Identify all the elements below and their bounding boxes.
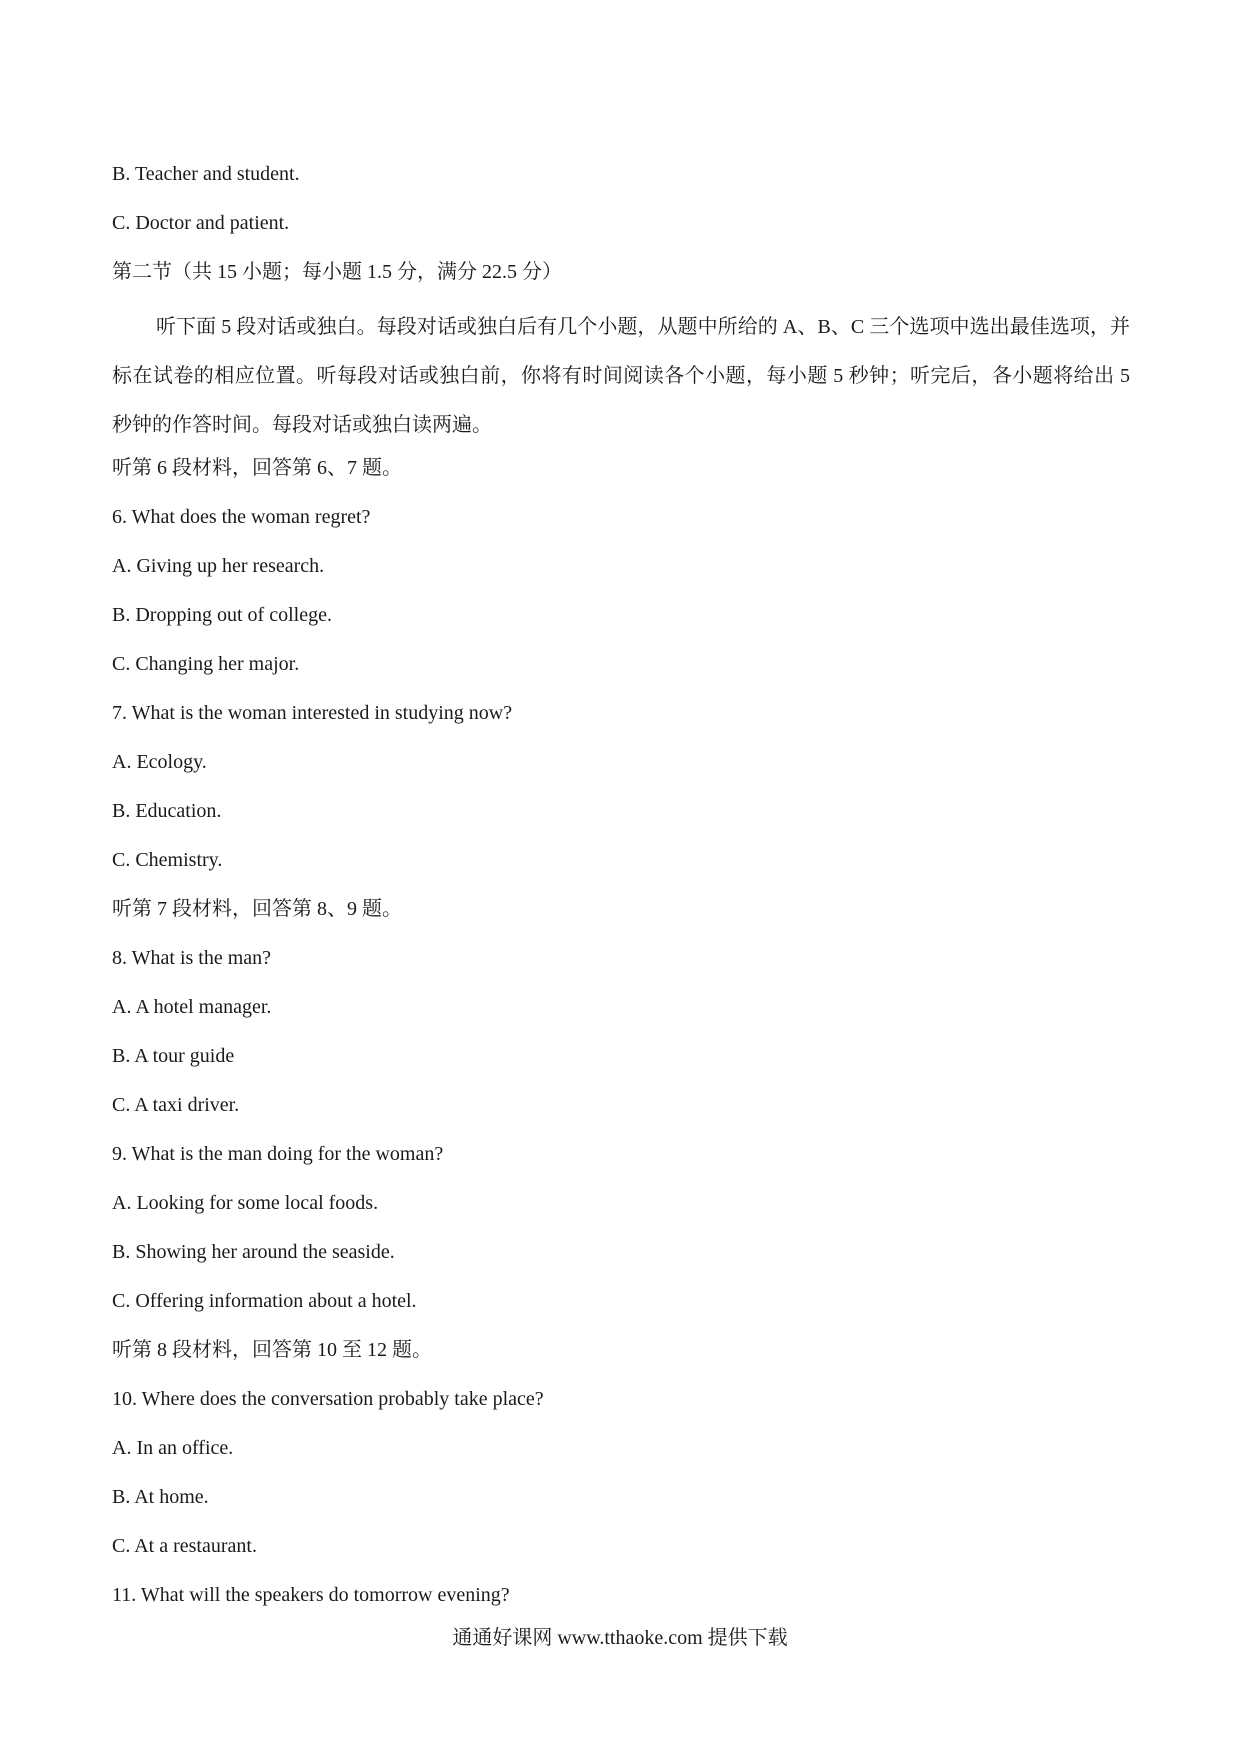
listening-material-intro: 听第 6 段材料，回答第 6、7 题。 — [112, 457, 402, 479]
answer-option: B. Showing her around the seaside. — [112, 1241, 395, 1263]
answer-option: C. Offering information about a hotel. — [112, 1290, 417, 1312]
answer-option: C. Chemistry. — [112, 849, 223, 871]
listening-material-intro: 听第 7 段材料，回答第 8、9 题。 — [112, 898, 402, 920]
answer-option: C. Doctor and patient. — [112, 212, 290, 234]
answer-option: A. In an office. — [112, 1437, 234, 1459]
question-text: 10. Where does the conversation probably take place? — [112, 1388, 544, 1410]
answer-option: A. Giving up her research. — [112, 555, 325, 577]
answer-option: C. At a restaurant. — [112, 1535, 257, 1557]
section-heading: 第二节（共 15 小题；每小题 1.5 分，满分 22.5 分） — [112, 261, 562, 283]
answer-option: A. Looking for some local foods. — [112, 1192, 379, 1214]
answer-option: C. Changing her major. — [112, 653, 300, 675]
section-instructions: 听下面 5 段对话或独白。每段对话或独白后有几个小题，从题中所给的 A、B、C 三个选项中选出最佳选项，并标在试卷的相应位置。听每段对话或独白前，你将有时间阅读各个小题，每小题 5 秒钟；听完后，各小题将给出 5 秒钟的作答时间。每段对话或独白读两遍。 — [112, 316, 1130, 436]
answer-option: B. Dropping out of college. — [112, 604, 332, 626]
answer-option: B. Teacher and student. — [112, 163, 300, 185]
page-footer: 通通好课网 www.tthaoke.com 提供下载 — [452, 1627, 788, 1649]
question-text: 9. What is the man doing for the woman? — [112, 1143, 444, 1165]
answer-option: B. At home. — [112, 1486, 209, 1508]
question-text: 11. What will the speakers do tomorrow evening? — [112, 1584, 510, 1606]
answer-option: C. A taxi driver. — [112, 1094, 240, 1116]
listening-material-intro: 听第 8 段材料，回答第 10 至 12 题。 — [112, 1339, 432, 1361]
question-text: 7. What is the woman interested in studying now? — [112, 702, 513, 724]
answer-option: A. A hotel manager. — [112, 996, 272, 1018]
answer-option: A. Ecology. — [112, 751, 207, 773]
question-text: 8. What is the man? — [112, 947, 272, 969]
page-content — [112, 156, 1130, 1626]
answer-option: B. A tour guide — [112, 1045, 235, 1067]
question-text: 6. What does the woman regret? — [112, 506, 371, 528]
answer-option: B. Education. — [112, 800, 222, 822]
